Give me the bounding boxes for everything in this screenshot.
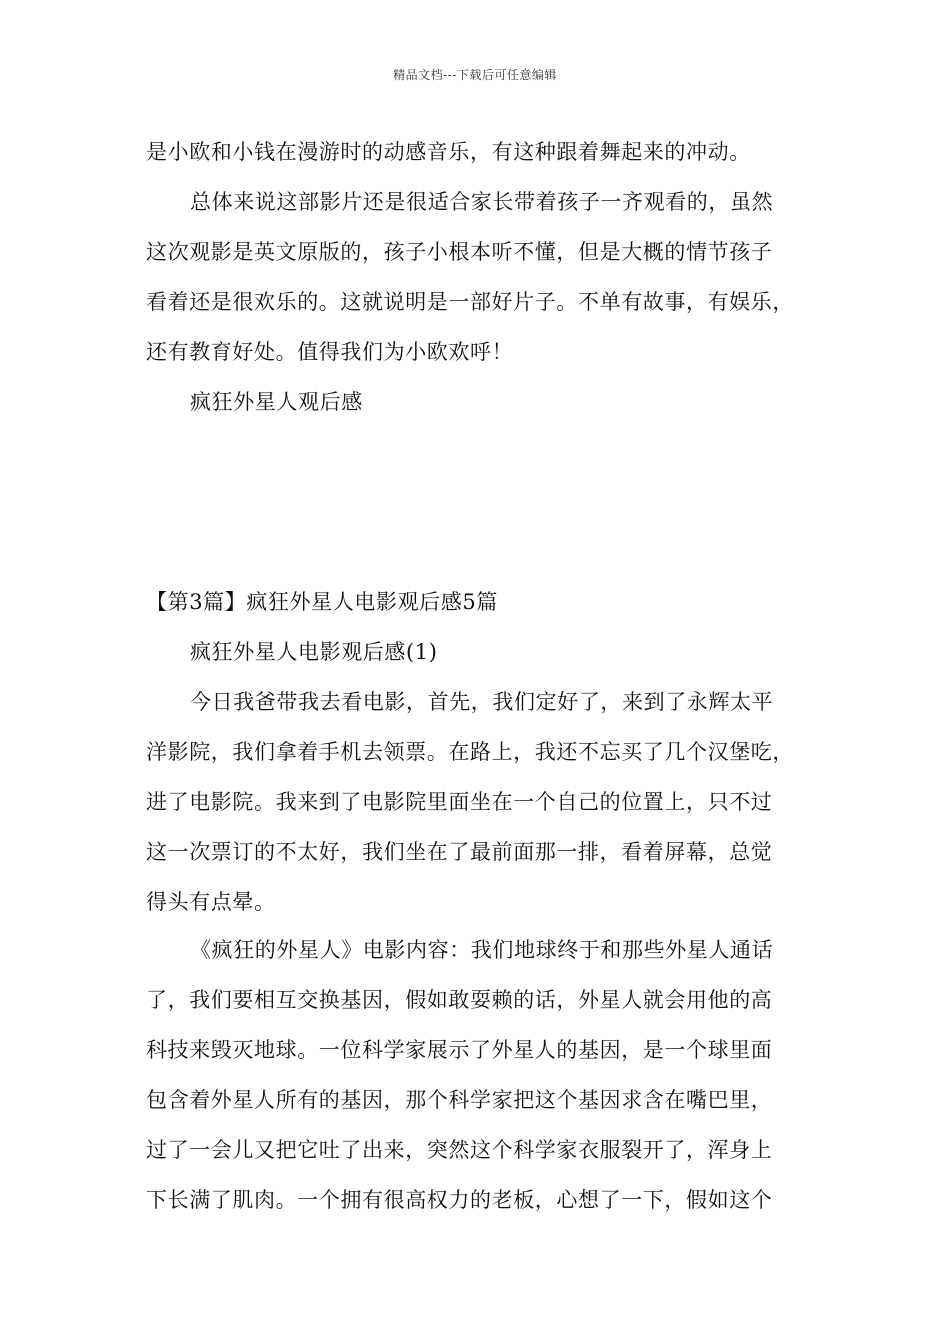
body-line: 今日我爸带我去看电影，首先，我们定好了，来到了永辉太平: [190, 690, 774, 714]
body-line: 得头有点晕。: [146, 890, 276, 914]
body-line: 是小欧和小钱在漫游时的动感音乐，有这种跟着舞起来的冲动。: [146, 140, 751, 164]
body-line: 进了电影院。我来到了电影院里面坐在一个自己的位置上，只不过: [146, 790, 773, 814]
article-title: 疯狂外星人电影观后感(1): [190, 640, 438, 664]
body-line: 还有教育好处。值得我们为小欧欢呼！: [146, 340, 514, 364]
section-subtitle: 疯狂外星人观后感: [190, 390, 363, 414]
body-line: 总体来说这部影片还是很适合家长带着孩子一齐观看的，虽然: [190, 190, 774, 214]
body-line: 了，我们要相互交换基因，假如敢耍赖的话，外星人就会用他的高: [146, 988, 773, 1012]
body-line: 《疯狂的外星人》电影内容：我们地球终于和那些外星人通话: [190, 938, 774, 962]
body-line: 看着还是很欢乐的。这就说明是一部好片子。不单有故事，有娱乐，: [146, 290, 794, 314]
page-header: 精品文档---下载后可任意编辑: [393, 68, 557, 82]
body-line: 这一次票订的不太好，我们坐在了最前面那一排，看着屏幕，总觉: [146, 840, 773, 864]
body-line: 洋影院，我们拿着手机去领票。在路上，我还不忘买了几个汉堡吃，: [146, 740, 794, 764]
section-heading: 【第3篇】疯狂外星人电影观后感5篇: [146, 590, 498, 614]
body-line: 这次观影是英文原版的，孩子小根本听不懂，但是大概的情节孩子: [146, 240, 773, 264]
body-line: 下长满了肌肉。一个拥有很高权力的老板，心想了一下，假如这个: [146, 1188, 773, 1212]
body-line: 包含着外星人所有的基因，那个科学家把这个基因求含在嘴巴里，: [146, 1088, 773, 1112]
body-line: 过了一会儿又把它吐了出来，突然这个科学家衣服裂开了，浑身上: [146, 1138, 773, 1162]
body-line: 科技来毁灭地球。一位科学家展示了外星人的基因，是一个球里面: [146, 1038, 773, 1062]
